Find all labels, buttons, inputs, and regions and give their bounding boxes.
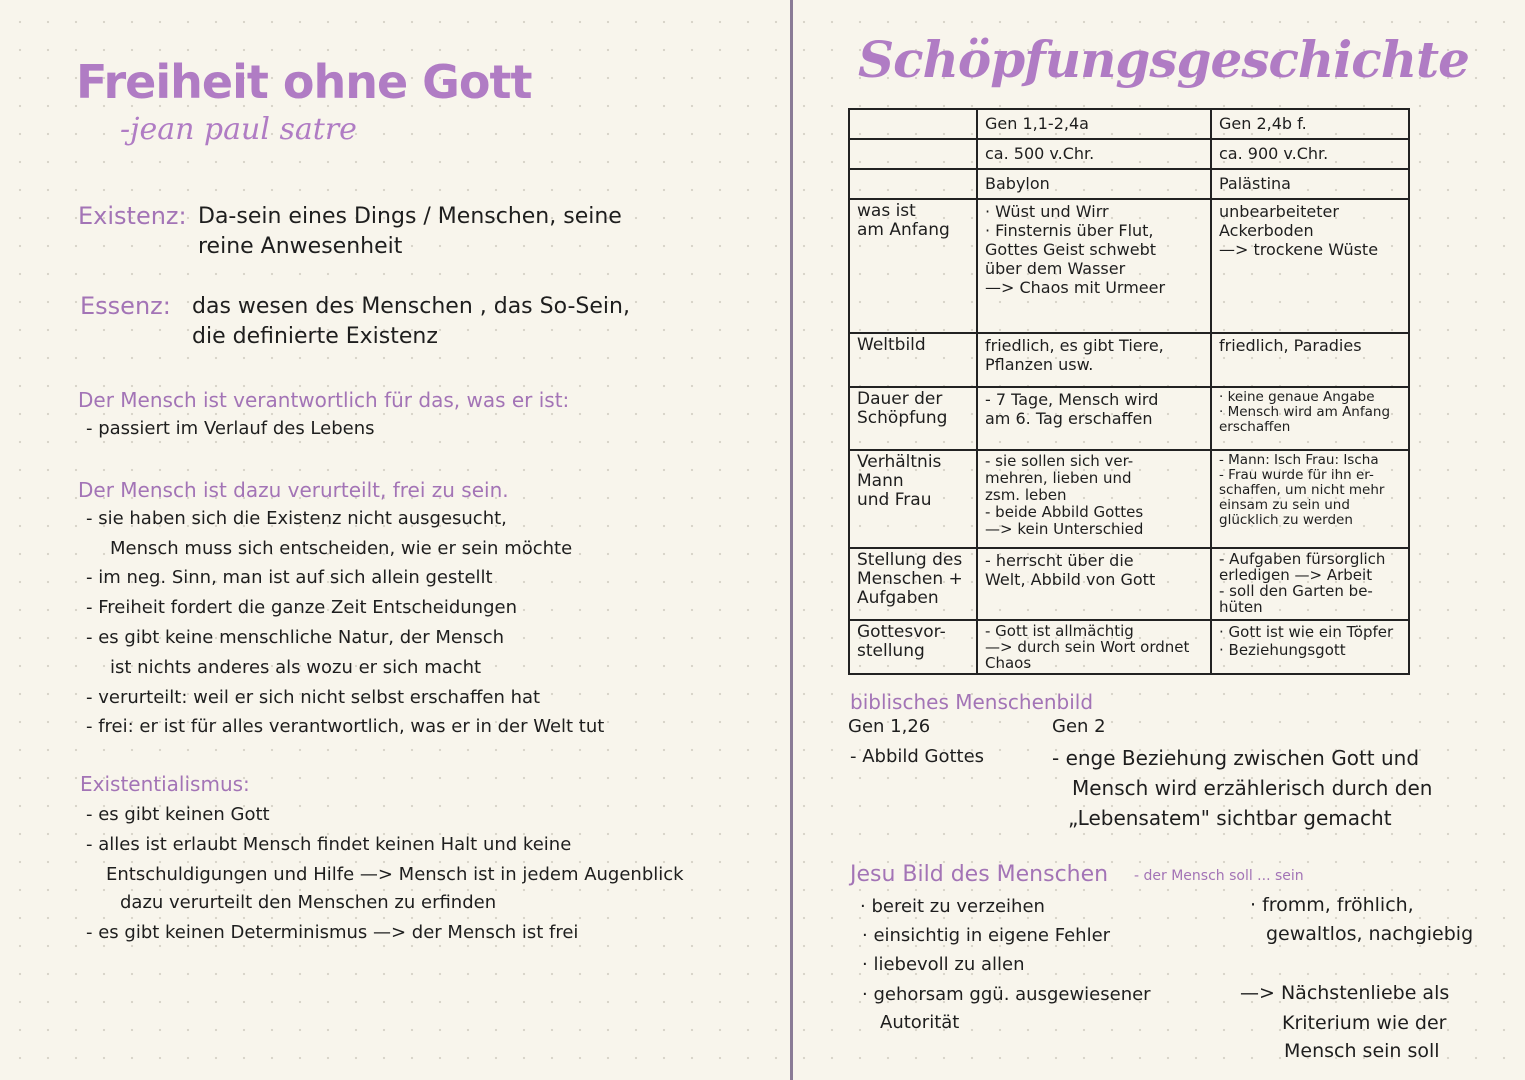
table-cell: - sie sollen sich ver- mehren, lieben und zsm. leben - beide Abbild Gottes —> kein Unterschied <box>977 450 1211 548</box>
table-row <box>849 450 1409 548</box>
table-cell: ca. 500 v.Chr. <box>977 139 1211 169</box>
gen-1-26-label: Gen 1,26 <box>848 716 931 737</box>
table-row <box>849 109 1409 139</box>
left-page-title: Freiheit ohne Gott <box>76 55 532 109</box>
gen-2-line: Mensch wird erzählerisch durch den <box>1072 776 1433 800</box>
conclusion-line: —> Nächstenliebe als <box>1240 982 1450 1004</box>
table-cell: - Gott ist allmächtig —> durch sein Wort ordnet Chaos <box>977 620 1211 674</box>
jesu-bild-heading: Jesu Bild des Menschen <box>850 862 1109 887</box>
existenz-definition-line2: reine Anwesenheit <box>198 234 403 259</box>
list-item: · einsichtig in eigene Fehler <box>862 925 1111 946</box>
table-cell: ca. 900 v.Chr. <box>1211 139 1409 169</box>
conclusion-line: Kriterium wie der <box>1282 1012 1447 1034</box>
table-row <box>849 548 1409 620</box>
right-page-title: Schöpfungsgeschichte <box>858 30 1469 89</box>
table-cell: - 7 Tage, Mensch wird am 6. Tag erschaffen <box>977 387 1211 450</box>
gen-1-26-item: - Abbild Gottes <box>850 746 985 767</box>
essenz-definition-line1: das wesen des Menschen , das So-Sein, <box>192 294 630 319</box>
list-item: - frei: er ist für alles verantwortlich, was er in der Welt tut <box>86 716 605 737</box>
list-item: Mensch muss sich entscheiden, wie er sein möchte <box>110 538 573 559</box>
list-item: · bereit zu verzeihen <box>860 896 1045 917</box>
table-cell: Gen 2,4b f. <box>1211 109 1409 139</box>
list-item: ist nichts anderes als wozu er sich macht <box>110 657 482 678</box>
section-verurteilt-heading: Der Mensch ist dazu verurteilt, frei zu sein. <box>78 478 509 502</box>
gen-2-label: Gen 2 <box>1052 716 1106 737</box>
list-item: Entschuldigungen und Hilfe —> Mensch ist in jedem Augenblick <box>106 864 684 885</box>
gen-2-line: - enge Beziehung zwischen Gott und <box>1052 746 1420 770</box>
table-cell <box>849 139 977 169</box>
table-row <box>849 620 1409 674</box>
list-item: gewaltlos, nachgiebig <box>1266 923 1474 945</box>
list-item: · liebevoll zu allen <box>862 954 1025 975</box>
list-item: · gehorsam ggü. ausgewiesener <box>862 984 1151 1005</box>
table-row <box>849 169 1409 199</box>
row-label: Verhältnis Mann und Frau <box>849 450 977 548</box>
row-label: Weltbild <box>849 333 977 387</box>
table-cell <box>849 109 977 139</box>
table-cell: - Mann: Isch Frau: Ischa - Frau wurde für ihn er- schaffen, um nicht mehr einsam zu sein und glücklich zu werden <box>1211 450 1409 548</box>
table-row <box>849 333 1409 387</box>
list-item: - Freiheit fordert die ganze Zeit Entscheidungen <box>86 597 517 618</box>
gen-2-line: „Lebensatem" sichtbar gemacht <box>1068 806 1392 830</box>
row-label: Dauer der Schöpfung <box>849 387 977 450</box>
conclusion-line: Mensch sein soll <box>1284 1040 1440 1062</box>
table-cell: friedlich, Paradies <box>1211 333 1409 387</box>
creation-comparison-table <box>848 108 1410 675</box>
list-item: - alles ist erlaubt Mensch findet keinen Halt und keine <box>86 834 572 855</box>
table-cell: unbearbeiteter Ackerboden —> trockene Wüste <box>1211 199 1409 333</box>
table-cell: · keine genaue Angabe · Mensch wird am Anfang erschaffen <box>1211 387 1409 450</box>
table-row <box>849 139 1409 169</box>
list-item: - es gibt keinen Gott <box>86 804 270 825</box>
table-row <box>849 387 1409 450</box>
list-item: · fromm, fröhlich, <box>1250 894 1414 916</box>
left-page-subtitle: -jean paul satre <box>120 112 357 147</box>
list-item: - sie haben sich die Existenz nicht ausgesucht, <box>86 508 507 529</box>
list-item: - im neg. Sinn, man ist auf sich allein gestellt <box>86 567 493 588</box>
list-item: - es gibt keinen Determinismus —> der Mensch ist frei <box>86 922 579 943</box>
essenz-definition-line2: die definierte Existenz <box>192 324 438 349</box>
table-cell: Palästina <box>1211 169 1409 199</box>
row-label: Gottesvor- stellung <box>849 620 977 674</box>
table-cell: - Aufgaben fürsorglich erledigen —> Arbeit - soll den Garten be- hüten <box>1211 548 1409 620</box>
page-divider <box>790 0 793 1080</box>
section-verantwortlich-heading: Der Mensch ist verantwortlich für das, was er ist: <box>78 388 570 412</box>
table-row <box>849 199 1409 333</box>
table-cell: friedlich, es gibt Tiere, Pflanzen usw. <box>977 333 1211 387</box>
row-label: Stellung des Menschen + Aufgaben <box>849 548 977 620</box>
table-cell: Babylon <box>977 169 1211 199</box>
list-item: dazu verurteilt den Menschen zu erfinden <box>120 892 497 913</box>
existenz-definition-line1: Da-sein eines Dings / Menschen, seine <box>198 204 622 229</box>
list-item: Autorität <box>880 1012 960 1033</box>
essenz-term: Essenz: <box>80 292 171 320</box>
table-cell <box>849 169 977 199</box>
table-cell: Gen 1,1-2,4a <box>977 109 1211 139</box>
row-label: was ist am Anfang <box>849 199 977 333</box>
table-cell: · Wüst und Wirr · Finsternis über Flut, Gottes Geist schwebt über dem Wasser —> Chaos mit Urmeer <box>977 199 1211 333</box>
existenz-term: Existenz: <box>78 202 187 230</box>
list-item: - es gibt keine menschliche Natur, der Mensch <box>86 627 505 648</box>
table-cell: - herrscht über die Welt, Abbild von Gott <box>977 548 1211 620</box>
section-existentialismus-heading: Existentialismus: <box>80 772 250 796</box>
biblisches-menschenbild-heading: biblisches Menschenbild <box>850 690 1094 714</box>
list-item: - verurteilt: weil er sich nicht selbst erschaffen hat <box>86 687 541 708</box>
list-item: - passiert im Verlauf des Lebens <box>86 418 375 439</box>
table-cell: · Gott ist wie ein Töpfer · Beziehungsgott <box>1211 620 1409 674</box>
jesu-bild-subheading: - der Mensch soll ... sein <box>1134 868 1304 884</box>
